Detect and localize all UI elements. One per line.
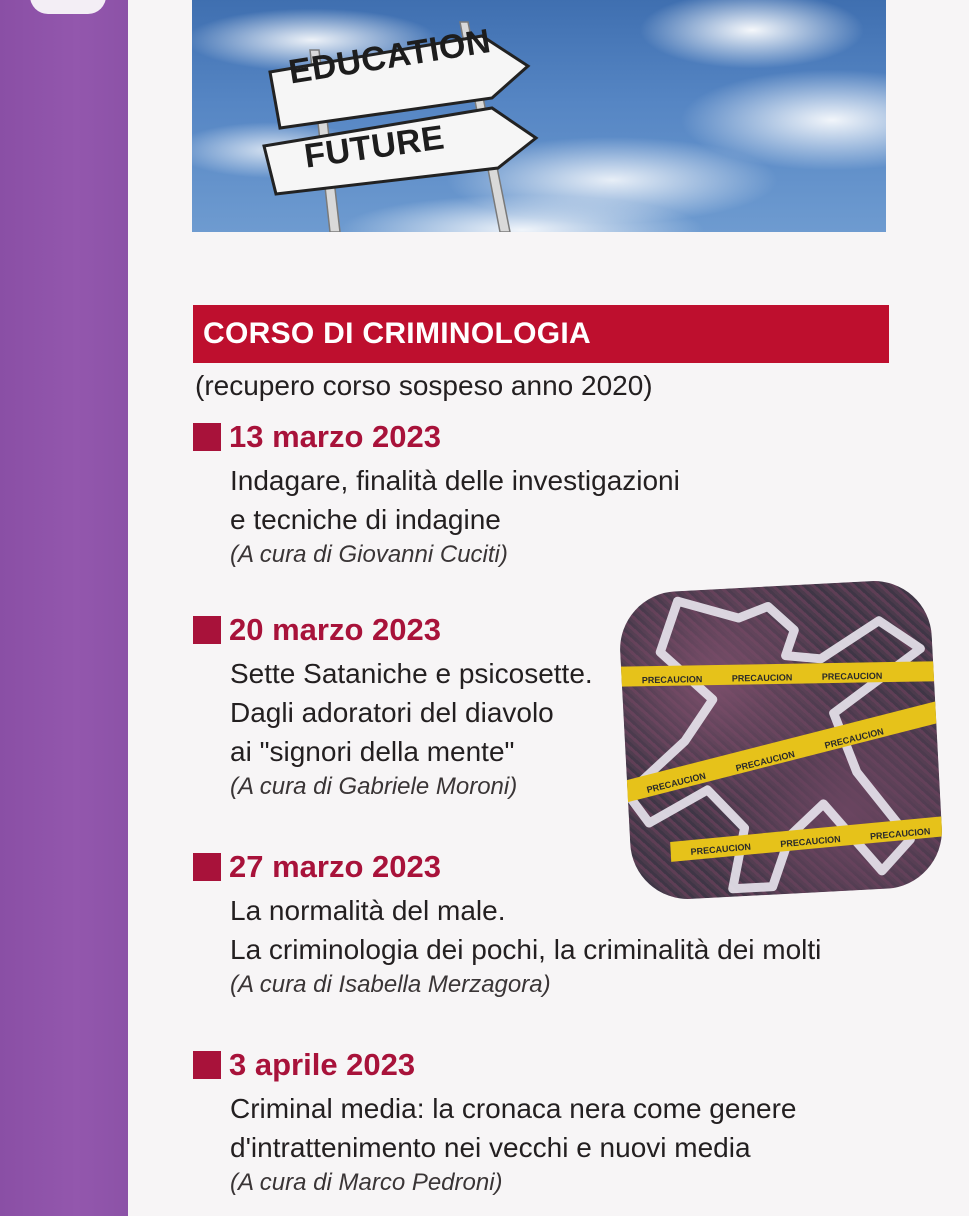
tape-label: PRECAUCION (823, 726, 885, 751)
tape-label: PRECAUCION (641, 674, 703, 686)
course-title-banner (193, 305, 889, 363)
bullet-square-icon (193, 616, 221, 644)
session-date: 20 marzo 2023 (229, 612, 441, 647)
session-date: 13 marzo 2023 (229, 419, 441, 454)
sign-future-text: FUTURE (302, 118, 447, 176)
corner-decoration (30, 0, 106, 14)
signpost-graphic (192, 0, 886, 232)
session-date-row (193, 1047, 797, 1083)
session-date: 3 aprile 2023 (229, 1047, 416, 1082)
session-topic-line: Sette Sataniche e psicosette. (230, 658, 593, 689)
tape-label: PRECAUCION (690, 841, 752, 857)
session-curator: (A cura di Isabella Merzagora) (230, 971, 551, 998)
session-topic-line: Dagli adoratori del diavolo (230, 697, 554, 728)
session-curator: (A cura di Giovanni Cuciti) (230, 541, 508, 568)
tape-label: PRECAUCION (869, 826, 931, 842)
session-item (193, 849, 821, 1001)
bullet-square-icon (193, 853, 221, 881)
session-item (193, 419, 680, 571)
tape-label: PRECAUCION (731, 672, 793, 684)
tape-label: PRECAUCION (734, 748, 796, 774)
tape-label: PRECAUCION (821, 670, 883, 682)
session-topic-line: Criminal media: la cronaca nera come genere (230, 1093, 797, 1124)
session-item (193, 612, 593, 803)
tape-label: PRECAUCION (645, 770, 707, 795)
course-subtitle: (recupero corso sospeso anno 2020) (195, 370, 653, 401)
course-title: CORSO DI CRIMINOLOGIA (203, 317, 591, 350)
session-item (193, 1047, 797, 1199)
tape-label: PRECAUCION (779, 833, 842, 850)
session-topic-line: La criminologia dei pochi, la criminalità dei molti (230, 934, 822, 965)
header-photo-sky-signs (192, 0, 886, 232)
bullet-square-icon (193, 423, 221, 451)
session-date-row (193, 849, 821, 885)
sign-education-text: EDUCATION (286, 22, 494, 92)
session-date-row (193, 419, 680, 455)
session-topic-line: d'intrattenimento nei vecchi e nuovi media (230, 1132, 751, 1163)
session-curator: (A cura di Gabriele Moroni) (230, 773, 518, 800)
session-date: 27 marzo 2023 (229, 849, 441, 884)
session-topic-line: La normalità del male. (230, 895, 506, 926)
session-topic-line: e tecniche di indagine (230, 504, 501, 535)
session-date-row (193, 612, 593, 648)
session-curator: (A cura di Marco Pedroni) (230, 1169, 503, 1196)
bullet-square-icon (193, 1051, 221, 1079)
session-topic-line: Indagare, finalità delle investigazioni (230, 465, 680, 496)
purple-side-band (0, 0, 128, 1216)
session-topic-line: ai "signori della mente" (230, 736, 515, 767)
